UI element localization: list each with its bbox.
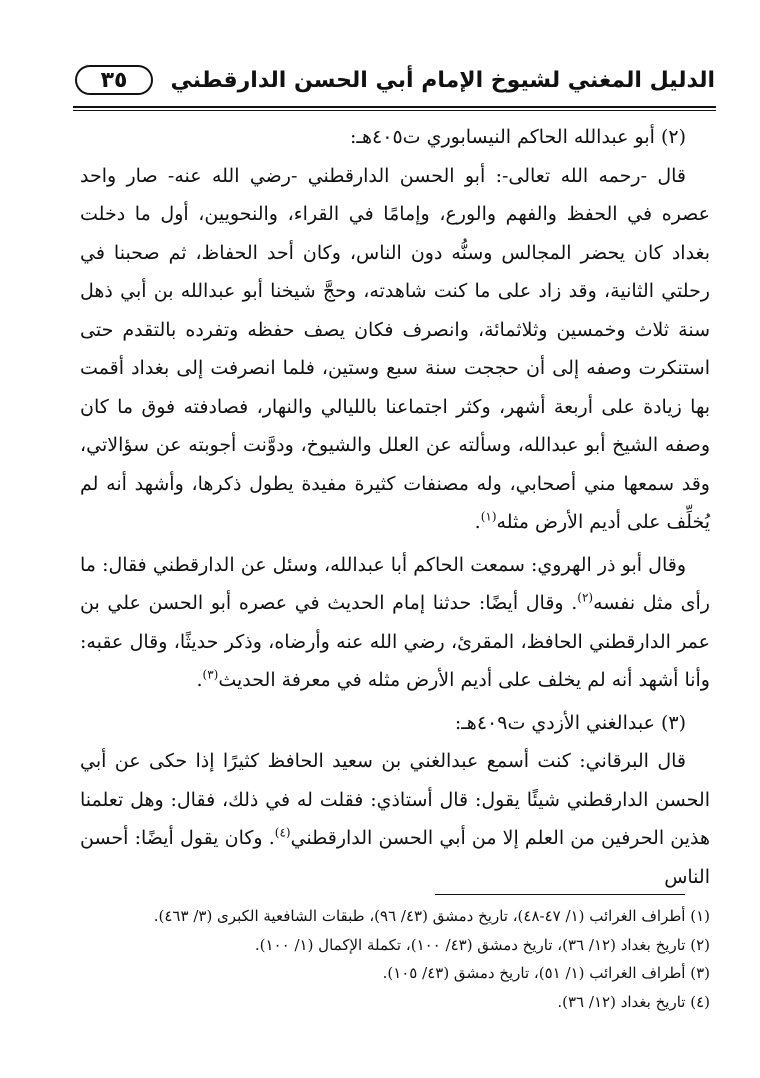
header-rule-thin: [73, 110, 716, 111]
footnote: (٤) تاريخ بغداد (١٢/ ٣٦).: [557, 992, 710, 1011]
footnote-ref: (٢): [577, 590, 594, 605]
running-title: الدليل المغني لشيوخ الإمام أبي الحسن الدارقطني: [170, 67, 715, 93]
paragraph-end: .: [474, 511, 481, 533]
footnote: (٣) أطراف الغرائب (١/ ٥١)، تاريخ دمشق (٤٣/ ١٠٥).: [382, 964, 710, 982]
footnote-ref: (١): [480, 509, 497, 524]
paragraph-text: قال البرقاني: كنت أسمع عبدالغني بن سعيد الحافظ كثيرًا إذا حكى عن أبي الحسن الدارقطني شيئًا يقول: قال أستاذي: فقلت له في ذلك، فقال: وهل تعلمنا هذين الحرفين من العلم إلا من أبي الحسن الدارقطني: [80, 750, 710, 849]
footnote-ref: (٤): [274, 825, 291, 840]
section-heading: (٢) أبو عبدالله الحاكم النيسابوري ت٤٠٥هـ:: [350, 126, 686, 148]
paragraph-text: . وقال أيضًا: حدثنا إمام الحديث في عصره أبو الحسن علي بن عمر الدارقطني الحافظ، المقرئ، رضي الله عنه وأرضاه، وذكر حديثًا، وقال عقبه: وأنا أشهد أنه لم يخلف على أديم الأرض مثله في معرفة الحديث: [80, 592, 710, 691]
header-rule: [73, 106, 716, 108]
paragraph-text: وقال أبو ذر الهروي: سمعت الحاكم أبا عبدالله، وسئل عن الدارقطني فقال: ما رأى مثل نفسه: [80, 553, 710, 614]
footnote-rule: [435, 894, 685, 895]
page-number: ٣٥: [75, 65, 153, 95]
paragraph-text: قال -رحمه الله تعالى-: أبو الحسن الدارقطني -رضي الله عنه- صار واحد عصره في الحفظ والفهم والورع، وإمامًا في القراء، والنحويين، أول ما دخلت بغداد كان يحضر المجالس وسنُّه دون الناس، وكان أحد الحفاظ، ثم صحبنا في رحلتي الثانية، وقد زاد على ما كنت شاهدته، وحجَّ شيخنا أبو عبدالله بن أبي ذهل سنة ثلاث وخمسين وثلاثمائة، وانصرف فكان يصف حفظه وتفرده بالتقدم حتى استنكرت وصفه إلى أن حججت سنة سبع وستين، فلما انصرفت إلى بغداد أقمت بها زيادة على أربعة أشهر، وكثر اجتماعنا بالليالي والنهار، فصادفته فوق ما كان وصفه الشيخ أبو عبدالله، وسألته عن العلل والشيوخ، ودوَّنت أجوبته عن سؤالاتي، وقد سمعها مني أصحابي، وله مصنفات كثيرة مفيدة يطول ذكرها، وأشهد أنه لم يُخلِّف على أديم الأرض مثله: [80, 164, 710, 533]
footnote: (١) أطراف الغرائب (١/ ٤٧-٤٨)، تاريخ دمشق (٤٣/ ٩٦)، طبقات الشافعية الكبرى (٣/ ٤٦٣).: [153, 907, 710, 925]
footnote: (٢) تاريخ بغداد (١٢/ ٣٦)، تاريخ دمشق (٤٣/ ١٠٠)، تكملة الإكمال (١/ ١٠٠).: [254, 935, 710, 954]
footnote-ref: (٣): [202, 667, 219, 682]
paragraph-end: .: [196, 669, 203, 691]
section-heading: (٣) عبدالغني الأزدي ت٤٠٩هـ:: [454, 711, 686, 734]
footnotes: [80, 902, 710, 1016]
paragraph: [80, 157, 710, 542]
paragraph-end: . وكان يقول أيضًا: أحسن الناس: [80, 827, 710, 888]
page-header: [75, 60, 715, 100]
paragraph: [80, 546, 710, 700]
main-text: [80, 118, 710, 896]
paragraph: [80, 742, 710, 896]
